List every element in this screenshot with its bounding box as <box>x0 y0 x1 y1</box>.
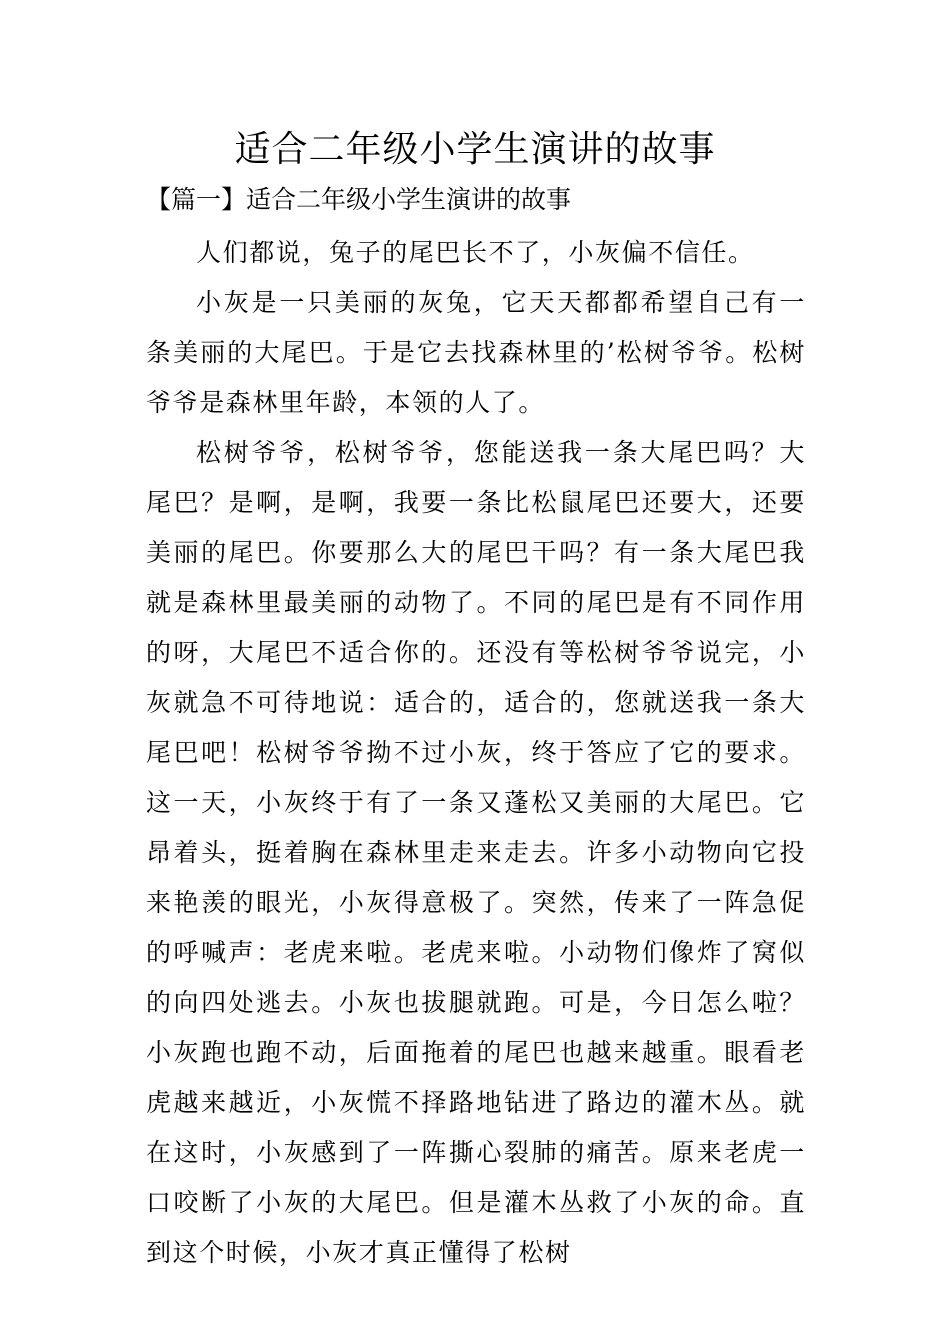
paragraph-3: 松树爷爷，松树爷爷，您能送我一条大尾巴吗？大尾巴？是啊，是啊，我要一条比松鼠尾巴还要大，还要美丽的尾巴。你要那么大的尾巴干吗？有一条大尾巴我就是森林里最美丽的动物了。不同的尾巴是有不同作用的呀，大尾巴不适合你的。还没有等松树爷爷说完，小灰就急不可待地说：适合的，适合的，您就送我一条大尾巴吧！松树爷爷拗不过小灰，终于答应了它的要求。这一天，小灰终于有了一条又蓬松又美丽的大尾巴。它昂着头，挺着胸在森林里走来走去。许多小动物向它投来艳羡的眼光，小灰得意极了。突然，传来了一阵急促的呼喊声：老虎来啦。老虎来啦。小动物们像炸了窝似的向四处逃去。小灰也拔腿就跑。可是，今日怎么啦？小灰跑也跑不动，后面拖着的尾巴也越来越重。眼看老虎越来越近，小灰慌不择路地钻进了路边的灌木丛。就在这时，小灰感到了一阵撕心裂肺的痛苦。原来老虎一口咬断了小灰的大尾巴。但是灌木丛救了小灰的命。直到这个时候，小灰才真正懂得了松树 <box>146 438 806 1267</box>
section-heading: 【篇一】适合二年级小学生演讲的故事 <box>146 185 572 214</box>
document-body <box>146 228 806 1278</box>
document-title: 适合二年级小学生演讲的故事 <box>234 129 716 170</box>
paragraph-1: 人们都说，兔子的尾巴长不了，小灰偏不信任。 <box>196 238 755 267</box>
paragraph-2: 小灰是一只美丽的灰兔，它天天都都希望自己有一条美丽的大尾巴。于是它去找森林里的’松树爷爷。松树爷爷是森林里年龄，本领的人了。 <box>146 288 806 417</box>
